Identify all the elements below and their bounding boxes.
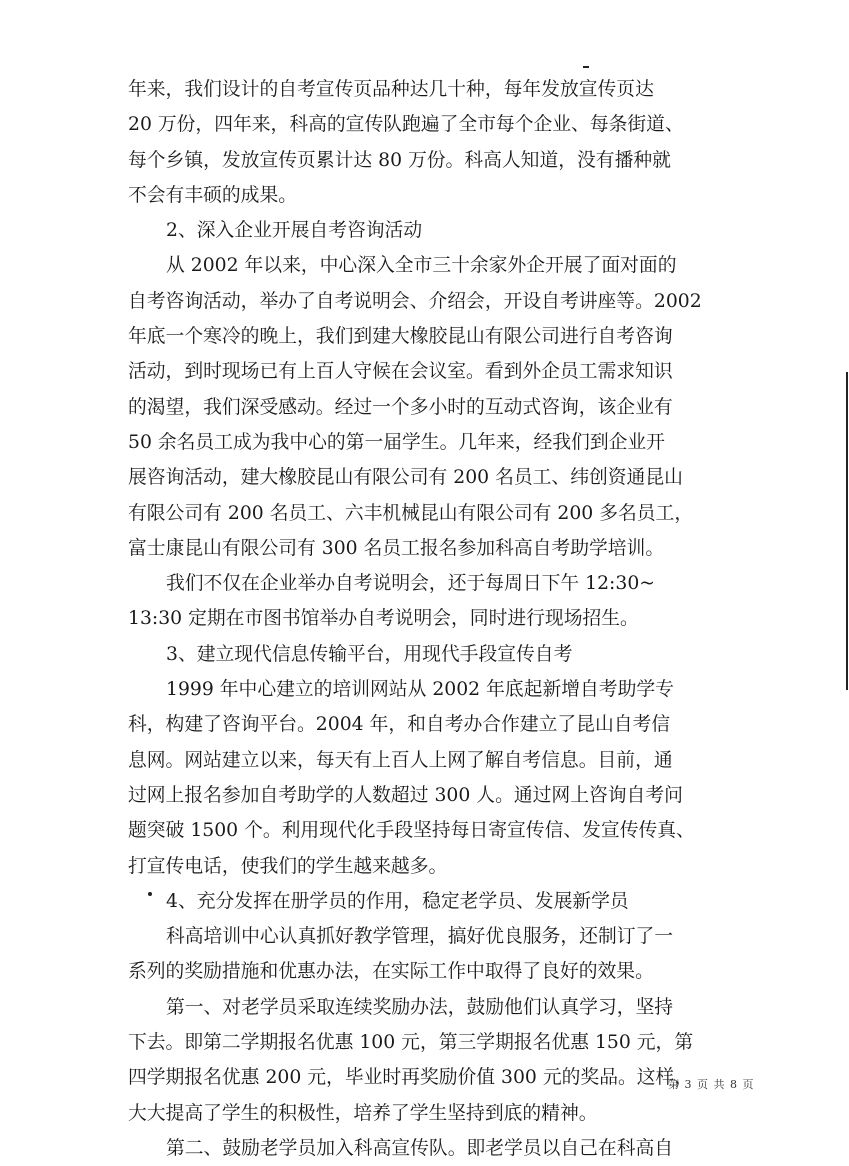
paragraph-line: 第二、鼓励老学员加入科高宣传队。即老学员以自己在科高自 [166,1137,674,1159]
paragraph-line: 富士康昆山有限公司有 300 名员工报名参加科高自考助学培训。 [128,537,665,559]
section-heading: 3、建立现代信息传输平台，用现代手段宣传自考 [166,643,573,665]
paragraph-line: 系列的奖励措施和优惠办法，在实际工作中取得了良好的效果。 [128,961,654,983]
paragraph-line: 科高培训中心认真抓好教学管理，搞好优良服务，还制订了一 [166,926,674,948]
page-number: 第 3 页 共 8 页 [668,1078,755,1091]
paragraph-line: 过网上报名参加自考助学的人数超过 300 人。通过网上咨询自考问 [128,784,683,806]
paragraph-line: 的渴望，我们深受感动。经过一个多小时的互动式咨询，该企业有 [128,396,673,418]
paragraph-line: 50 余名员工成为我中心的第一届学生。几年来，经我们到企业开 [128,431,665,453]
paragraph-line: 大大提高了学生的积极性，培养了学生坚持到底的精神。 [128,1102,598,1124]
paragraph-line: 科，构建了咨询平台。2004 年，和自考办合作建立了昆山自考信 [128,714,671,736]
section-heading: 4、充分发挥在册学员的作用，稳定老学员、发展新学员 [166,890,629,912]
paragraph-line: 每个乡镇，发放宣传页累计达 80 万份。科高人知道，没有播种就 [128,149,671,171]
body-text [128,72,768,1166]
paragraph-line: 自考咨询活动，举办了自考说明会、介绍会，开设自考讲座等。2002 [128,290,702,312]
paragraph-line: 年底一个寒冷的晚上，我们到建大橡胶昆山有限公司进行自考咨询 [128,326,673,348]
paragraph-line: 四学期报名优惠 200 元，毕业时再奖励价值 300 元的奖品。这样， [128,1067,694,1089]
paragraph-line: 息网。网站建立以来，每天有上百人上网了解自考信息。目前，通 [128,749,673,771]
paragraph-line: 有限公司有 200 名员工、六丰机械昆山有限公司有 200 多名员工， [128,502,694,524]
paragraph-line: 题突破 1500 个。利用现代化手段坚持每日寄宣传信、发宣传传真、 [128,820,695,842]
paragraph-line: 1999 年中心建立的培训网站从 2002 年底起新增自考助学专 [166,679,674,701]
paragraph-line: 13:30 定期在市图书馆举办自考说明会，同时进行现场招生。 [128,608,639,630]
paragraph-line: 我们不仅在企业举办自考说明会，还于每周日下午 12:30~ [166,573,656,595]
paragraph-line: 活动，到时现场已有上百人守候在会议室。看到外企员工需求知识 [128,361,673,383]
paragraph-line: 从 2002 年以来，中心深入全市三十余家外企开展了面对面的 [166,255,677,277]
paragraph-line: 不会有丰硕的成果。 [128,184,298,206]
paragraph-line: 打宣传电话，使我们的学生越来越多。 [128,855,448,877]
section-heading: 2、深入企业开展自考咨询活动 [166,220,423,242]
paragraph-line: 20 万份，四年来，科高的宣传队跑遍了全市每个企业、每条街道、 [128,114,684,136]
paragraph-line: 第一、对老学员采取连续奖励办法，鼓励他们认真学习，坚持 [166,996,674,1018]
scan-artifact [583,66,589,68]
paragraph-line: 年来，我们设计的自考宣传页品种达几十种，每年发放宣传页达 [128,79,654,100]
scan-artifact [846,372,848,690]
paragraph-line: 下去。即第二学期报名优惠 100 元，第三学期报名优惠 150 元，第 [128,1032,694,1054]
paragraph-line: 展咨询活动，建大橡胶昆山有限公司有 200 名员工、纬创资通昆山 [128,467,683,489]
